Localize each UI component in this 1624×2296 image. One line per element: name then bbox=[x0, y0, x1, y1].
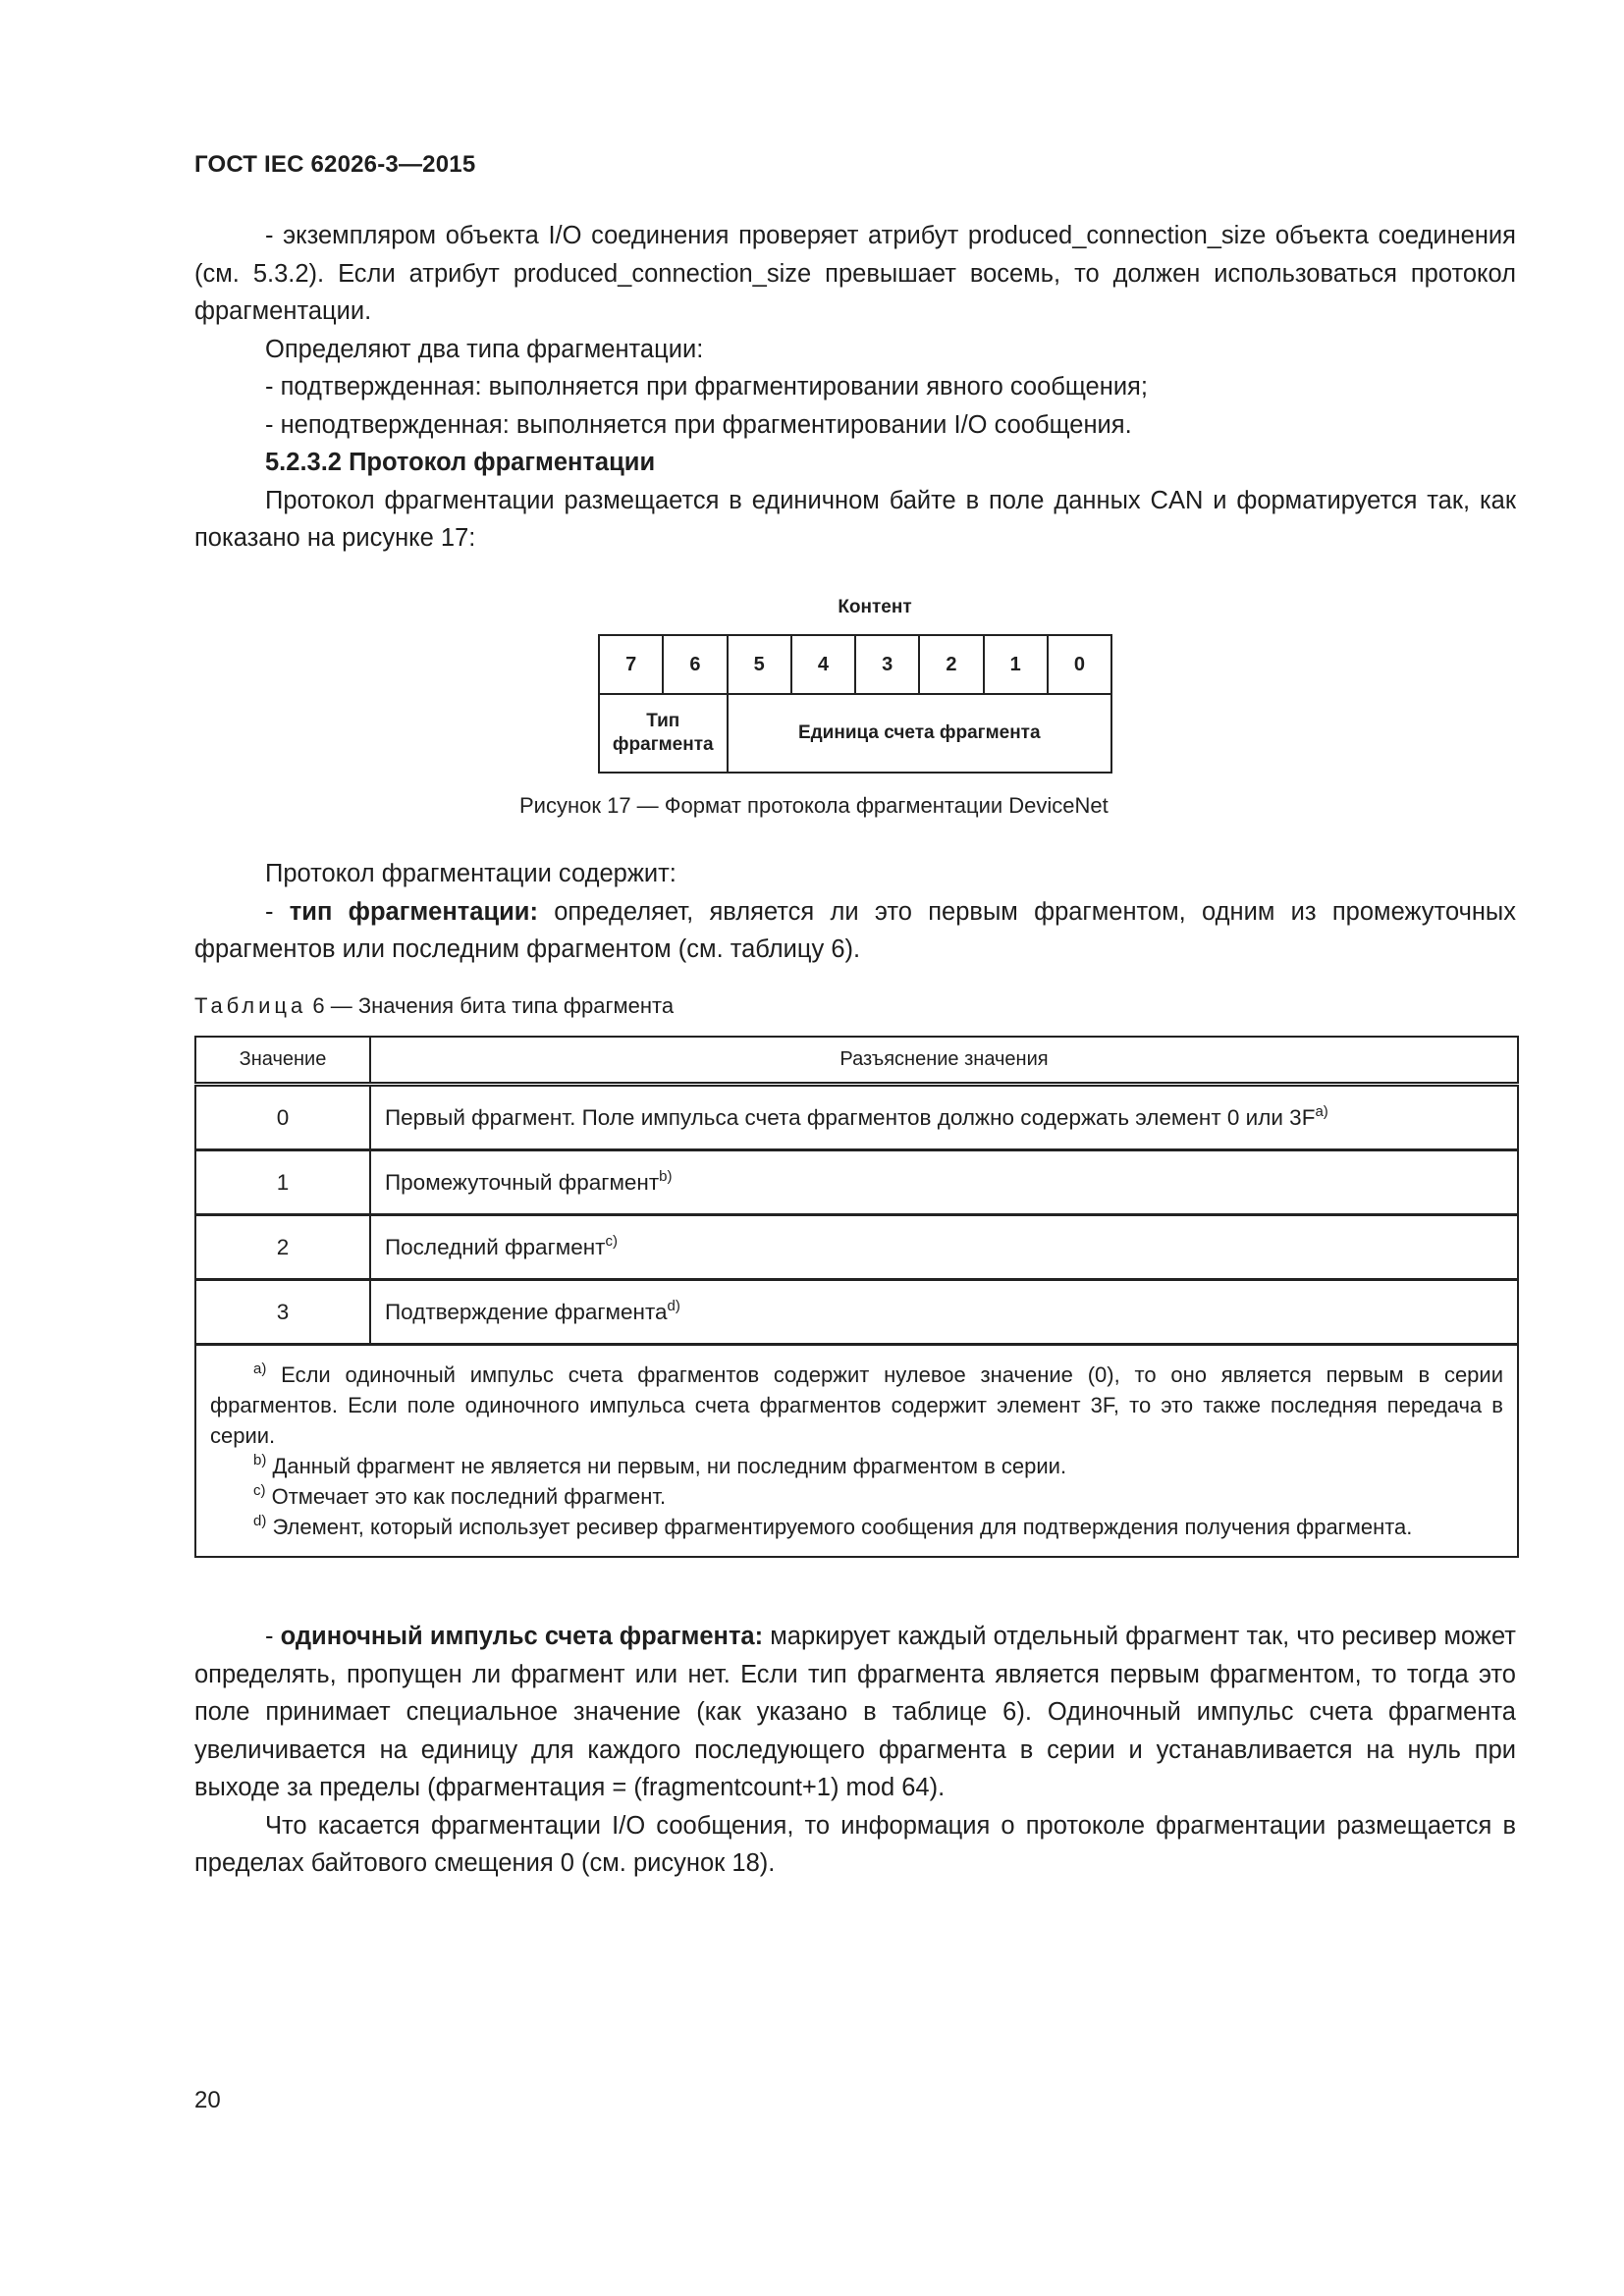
note-text: Если одиночный импульс счета фрагментов содержит нулевое значение (0), то оно является первым в серии фрагментов. Если поле одиночного импульса счета фрагментов содержит элемент 3F, то это также последняя передача в серии. bbox=[210, 1362, 1503, 1448]
description-text: Последний фрагмент bbox=[385, 1234, 606, 1259]
table-caption bbox=[194, 993, 674, 1019]
column-header-description: Разъяснение значения bbox=[370, 1037, 1518, 1085]
bit-cell: 3 bbox=[855, 635, 919, 694]
table-row bbox=[195, 1280, 1518, 1345]
figure-caption: Рисунок 17 — Формат протокола фрагментации DeviceNet bbox=[519, 793, 1109, 818]
footnote-ref: c) bbox=[605, 1232, 618, 1250]
description-text: Подтверждение фрагмента bbox=[385, 1299, 668, 1324]
fragment-type-values-table bbox=[194, 1036, 1519, 1558]
note-mark: c) bbox=[253, 1482, 266, 1499]
cell-value: 3 bbox=[195, 1280, 370, 1345]
intro-section bbox=[194, 217, 1516, 558]
footnote-ref: d) bbox=[667, 1297, 680, 1314]
note-mark: b) bbox=[253, 1452, 267, 1468]
figure-content-label: Контент bbox=[838, 597, 912, 617]
cell-value: 0 bbox=[195, 1085, 370, 1150]
cell-description bbox=[370, 1150, 1518, 1215]
fragment-type-field bbox=[599, 694, 728, 773]
footnote-ref: a) bbox=[1315, 1102, 1328, 1120]
paragraph-protocol-placement: Протокол фрагментации размещается в единичном байте в поле данных CAN и форматируется так, как показано на рисунке 17: bbox=[194, 486, 1516, 552]
bit-cell: 5 bbox=[728, 635, 791, 694]
paragraph-io-fragmentation: Что касается фрагментации I/O сообщения, то информация о протоколе фрагментации размещается в пределах байтового смещения 0 (см. рисунок 18). bbox=[194, 1811, 1516, 1877]
cell-description bbox=[370, 1280, 1518, 1345]
list-item-fragment-count bbox=[194, 1618, 1516, 1807]
page-number: 20 bbox=[194, 2087, 221, 2113]
note-mark: a) bbox=[253, 1361, 267, 1377]
field-row bbox=[599, 694, 1111, 773]
bit-cell: 4 bbox=[791, 635, 855, 694]
cell-value: 1 bbox=[195, 1150, 370, 1215]
after-table-section bbox=[194, 1618, 1516, 1883]
paragraph-two-types: Определяют два типа фрагментации: bbox=[265, 335, 704, 363]
table-header-row bbox=[195, 1037, 1518, 1085]
table-note bbox=[210, 1481, 1503, 1512]
fragment-type-label-line1: Тип bbox=[646, 711, 680, 731]
bit-cell: 2 bbox=[919, 635, 983, 694]
table-note bbox=[210, 1360, 1503, 1451]
list-item-unacknowledged: - неподтвержденная: выполняется при фрагментировании I/O сообщения. bbox=[265, 410, 1132, 439]
paragraph-io-connection: - экземпляром объекта I/O соединения проверяет атрибут produced_connection_size объекта соединения (см. 5.3.2). Если атрибут produced_connection_size превышает восемь, то должен использоваться протокол фрагментации. bbox=[194, 222, 1516, 325]
description-text: Первый фрагмент. Поле импульса счета фрагментов должно содержать элемент 0 или 3F bbox=[385, 1104, 1316, 1130]
term-fragment-count: одиночный импульс счета фрагмента: bbox=[280, 1623, 764, 1650]
term-fragment-type: тип фрагментации: bbox=[289, 897, 538, 926]
list-dash: - bbox=[265, 1623, 281, 1650]
column-header-value: Значение bbox=[195, 1037, 370, 1085]
note-mark: d) bbox=[253, 1513, 267, 1529]
table-caption-word: Таблица bbox=[194, 993, 307, 1018]
cell-description bbox=[370, 1085, 1518, 1150]
bit-cell: 6 bbox=[663, 635, 727, 694]
list-item-fragment-type bbox=[194, 893, 1516, 969]
cell-description bbox=[370, 1215, 1518, 1280]
footnote-ref: b) bbox=[659, 1167, 673, 1185]
section-heading: 5.2.3.2 Протокол фрагментации bbox=[265, 449, 656, 476]
definition-fragment-type: определяет, является ли это первым фрагментом, одним из промежуточных фрагментов или последним фрагментом (см. таблицу 6). bbox=[194, 897, 1517, 963]
table-row bbox=[195, 1085, 1518, 1150]
bit-cell: 7 bbox=[599, 635, 663, 694]
fragment-type-label-line2: фрагмента bbox=[612, 734, 714, 755]
table-row bbox=[195, 1215, 1518, 1280]
note-text: Отмечает это как последний фрагмент. bbox=[265, 1484, 667, 1509]
table-notes bbox=[195, 1345, 1518, 1558]
definition-fragment-count: маркирует каждый отдельный фрагмент так, что ресивер может определять, пропущен ли фрагмент или нет. Если тип фрагмента является первым фрагментом, то тогда это поле принимает специальное значение (как указано в таблице 6). Одиночный импульс счета фрагмента увеличивается на единицу для каждого последующего фрагмента в серии и устанавливается на нуль при выходе за пределы (фрагментация = (fragmentcount+1) mod 64). bbox=[194, 1623, 1516, 1801]
document-id-header: ГОСТ IEC 62026-3—2015 bbox=[194, 151, 476, 178]
cell-value: 2 bbox=[195, 1215, 370, 1280]
table-note bbox=[210, 1451, 1503, 1481]
bit-number-row bbox=[599, 635, 1111, 694]
note-text: Элемент, который использует ресивер фрагментируемого сообщения для подтверждения получения фрагмента. bbox=[266, 1515, 1413, 1539]
bit-layout-table bbox=[598, 634, 1112, 774]
bit-cell: 1 bbox=[984, 635, 1048, 694]
note-text: Данный фрагмент не является ни первым, ни последним фрагментом в серии. bbox=[266, 1454, 1067, 1478]
paragraph-contains: Протокол фрагментации содержит: bbox=[265, 860, 677, 887]
list-item-acknowledged: - подтвержденная: выполняется при фрагментировании явного сообщения; bbox=[265, 373, 1148, 400]
table-note bbox=[210, 1512, 1503, 1542]
bit-cell: 0 bbox=[1048, 635, 1111, 694]
table-row bbox=[195, 1150, 1518, 1215]
list-dash: - bbox=[265, 897, 290, 926]
contains-section bbox=[194, 855, 1516, 969]
description-text: Промежуточный фрагмент bbox=[385, 1169, 660, 1195]
fragment-count-field: Единица счета фрагмента bbox=[728, 694, 1112, 773]
table-notes-row bbox=[195, 1345, 1518, 1558]
table-caption-title: 6 — Значения бита типа фрагмента bbox=[306, 993, 675, 1018]
figure-17-byte-format bbox=[598, 595, 1112, 774]
